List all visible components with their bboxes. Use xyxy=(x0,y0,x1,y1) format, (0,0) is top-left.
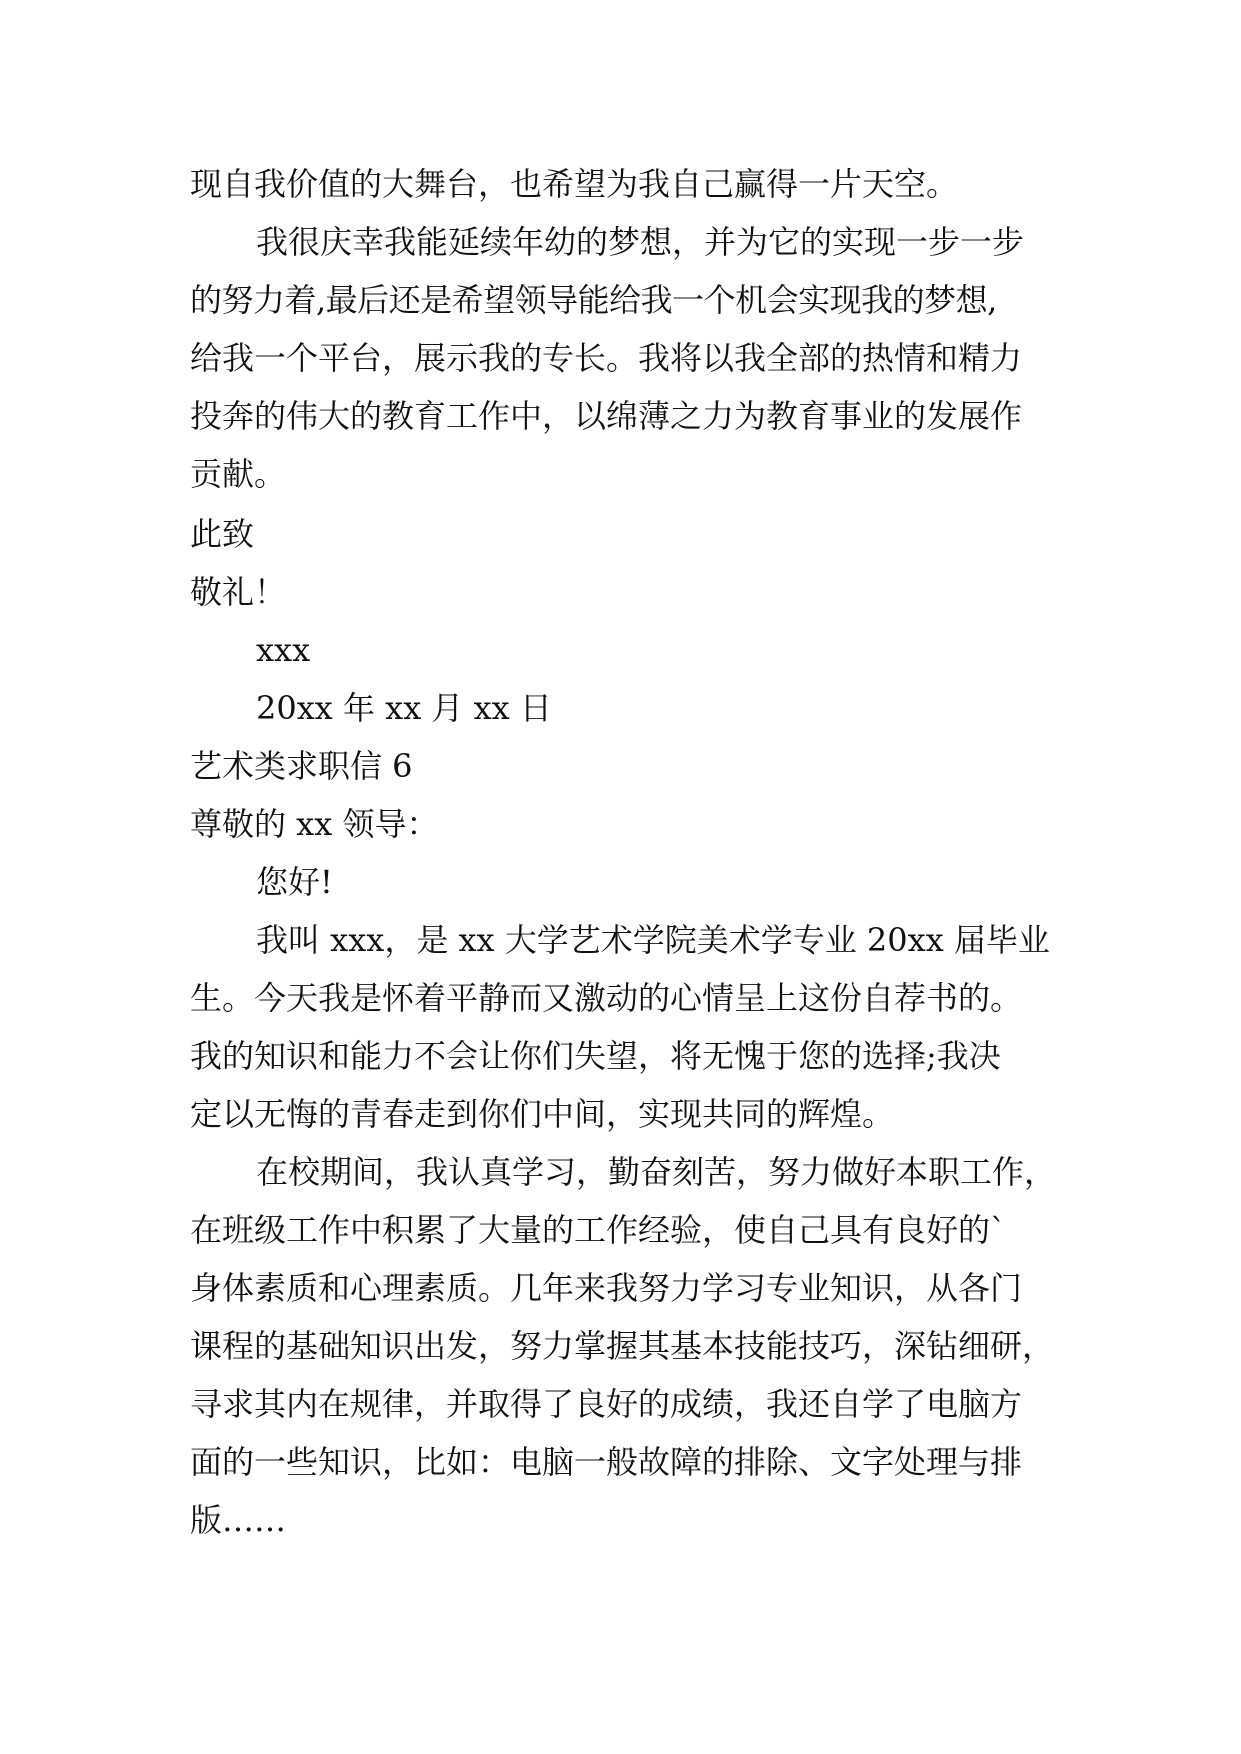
text-line: 给我一个平台，展示我的专长。我将以我全部的热情和精力 xyxy=(190,339,1023,377)
closing-regards: 敬礼！ xyxy=(190,573,287,611)
text-line: 投奔的伟大的教育工作中，以绵薄之力为教育事业的发展作 xyxy=(190,397,1023,435)
greeting: 尊敬的 xx 领导： xyxy=(190,805,439,843)
section-title: 艺术类求职信 6 xyxy=(190,747,413,785)
signature-name: xxx xyxy=(256,631,311,669)
text-line: 定以无悔的青春走到你们中间，实现共同的辉煌。 xyxy=(190,1095,895,1133)
text-line: 现自我价值的大舞台，也希望为我自己赢得一片天空。 xyxy=(190,165,959,203)
text-line: 贡献。 xyxy=(190,455,287,493)
text-line: 在校期间，我认真学习，勤奋刻苦，努力做好本职工作， xyxy=(256,1153,1057,1191)
text-line: 我很庆幸我能延续年幼的梦想，并为它的实现一步一步 xyxy=(256,223,1025,261)
text-line: 生。今天我是怀着平静而又激动的心情呈上这份自荐书的。 xyxy=(190,979,1023,1017)
signature-date: 20xx 年 xx 月 xx 日 xyxy=(256,689,552,727)
text-line: 我叫 xxx，是 xx 大学艺术学院美术学专业 20xx 届毕业 xyxy=(256,921,1050,959)
text-line: 身体素质和心理素质。几年来我努力学习专业知识，从各门 xyxy=(190,1269,1023,1307)
text-line: 在班级工作中积累了大量的工作经验，使自己具有良好的` xyxy=(190,1211,1007,1249)
closing-salutation: 此致 xyxy=(190,515,255,553)
text-line: 的努力着,最后还是希望领导能给我一个机会实现我的梦想, xyxy=(190,281,997,319)
text-line: 版…… xyxy=(190,1501,287,1539)
text-line: 课程的基础知识出发，努力掌握其基本技能技巧，深钻细研， xyxy=(190,1327,1055,1365)
text-line: 我的知识和能力不会让你们失望，将无愧于您的选择;我决 xyxy=(190,1037,1001,1075)
text-line: 面的一些知识，比如：电脑一般故障的排除、文字处理与排 xyxy=(190,1443,1023,1481)
text-line: 寻求其内在规律，并取得了良好的成绩，我还自学了电脑方 xyxy=(190,1385,1023,1423)
greeting-hello: 您好! xyxy=(256,863,333,901)
